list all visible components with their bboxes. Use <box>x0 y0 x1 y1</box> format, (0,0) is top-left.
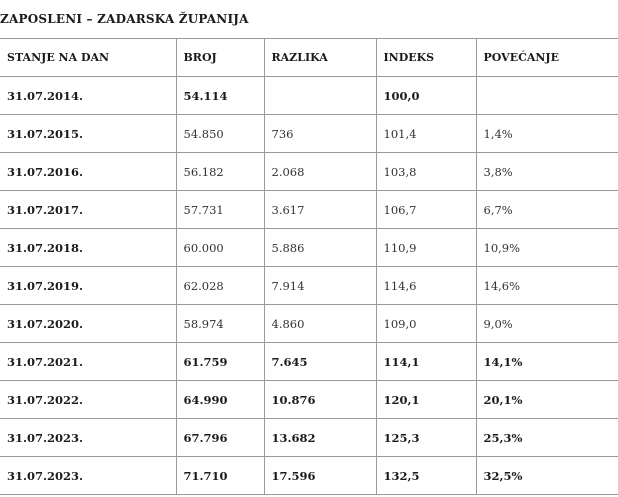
cell-date: 31.07.2017. <box>0 191 176 229</box>
cell-increase: 3,8% <box>476 153 618 191</box>
cell-difference: 10.876 <box>264 381 376 419</box>
cell-difference: 7.914 <box>264 267 376 305</box>
header-increase: POVEĆANJE <box>476 39 618 77</box>
cell-increase: 25,3% <box>476 419 618 457</box>
cell-index: 114,6 <box>376 267 476 305</box>
cell-date: 31.07.2023. <box>0 457 176 495</box>
employment-table <box>0 38 618 495</box>
cell-index: 132,5 <box>376 457 476 495</box>
table-row <box>0 115 618 153</box>
cell-increase: 9,0% <box>476 305 618 343</box>
cell-date: 31.07.2020. <box>0 305 176 343</box>
cell-difference: 5.886 <box>264 229 376 267</box>
cell-index: 110,9 <box>376 229 476 267</box>
table-row <box>0 381 618 419</box>
cell-difference <box>264 77 376 115</box>
cell-index: 114,1 <box>376 343 476 381</box>
header-index: INDEKS <box>376 39 476 77</box>
cell-increase: 14,6% <box>476 267 618 305</box>
cell-difference: 736 <box>264 115 376 153</box>
cell-count: 58.974 <box>176 305 264 343</box>
table-title: ZAPOSLENI – ZADARSKA ŽUPANIJA <box>0 12 249 26</box>
cell-count: 67.796 <box>176 419 264 457</box>
table-row <box>0 419 618 457</box>
header-difference: RAZLIKA <box>264 39 376 77</box>
header-row <box>0 39 618 77</box>
cell-increase <box>476 77 618 115</box>
cell-date: 31.07.2016. <box>0 153 176 191</box>
cell-count: 56.182 <box>176 153 264 191</box>
cell-increase: 20,1% <box>476 381 618 419</box>
cell-count: 61.759 <box>176 343 264 381</box>
table-row <box>0 77 618 115</box>
cell-index: 120,1 <box>376 381 476 419</box>
cell-index: 106,7 <box>376 191 476 229</box>
cell-index: 125,3 <box>376 419 476 457</box>
table-row <box>0 153 618 191</box>
cell-date: 31.07.2018. <box>0 229 176 267</box>
table-row <box>0 343 618 381</box>
cell-index: 101,4 <box>376 115 476 153</box>
cell-index: 109,0 <box>376 305 476 343</box>
cell-difference: 7.645 <box>264 343 376 381</box>
cell-increase: 1,4% <box>476 115 618 153</box>
cell-difference: 17.596 <box>264 457 376 495</box>
cell-date: 31.07.2019. <box>0 267 176 305</box>
cell-date: 31.07.2022. <box>0 381 176 419</box>
cell-count: 54.114 <box>176 77 264 115</box>
cell-count: 54.850 <box>176 115 264 153</box>
table-row <box>0 457 618 495</box>
cell-count: 60.000 <box>176 229 264 267</box>
cell-difference: 2.068 <box>264 153 376 191</box>
header-count: BROJ <box>176 39 264 77</box>
cell-difference: 4.860 <box>264 305 376 343</box>
cell-index: 103,8 <box>376 153 476 191</box>
cell-count: 57.731 <box>176 191 264 229</box>
cell-increase: 14,1% <box>476 343 618 381</box>
cell-date: 31.07.2015. <box>0 115 176 153</box>
cell-count: 64.990 <box>176 381 264 419</box>
table-row <box>0 305 618 343</box>
table-row <box>0 267 618 305</box>
cell-increase: 10,9% <box>476 229 618 267</box>
table-row <box>0 229 618 267</box>
table-row <box>0 191 618 229</box>
cell-difference: 3.617 <box>264 191 376 229</box>
cell-increase: 6,7% <box>476 191 618 229</box>
cell-difference: 13.682 <box>264 419 376 457</box>
cell-count: 71.710 <box>176 457 264 495</box>
cell-date: 31.07.2014. <box>0 77 176 115</box>
cell-index: 100,0 <box>376 77 476 115</box>
cell-count: 62.028 <box>176 267 264 305</box>
cell-date: 31.07.2023. <box>0 419 176 457</box>
cell-increase: 32,5% <box>476 457 618 495</box>
cell-date: 31.07.2021. <box>0 343 176 381</box>
header-date: STANJE NA DAN <box>0 39 176 77</box>
